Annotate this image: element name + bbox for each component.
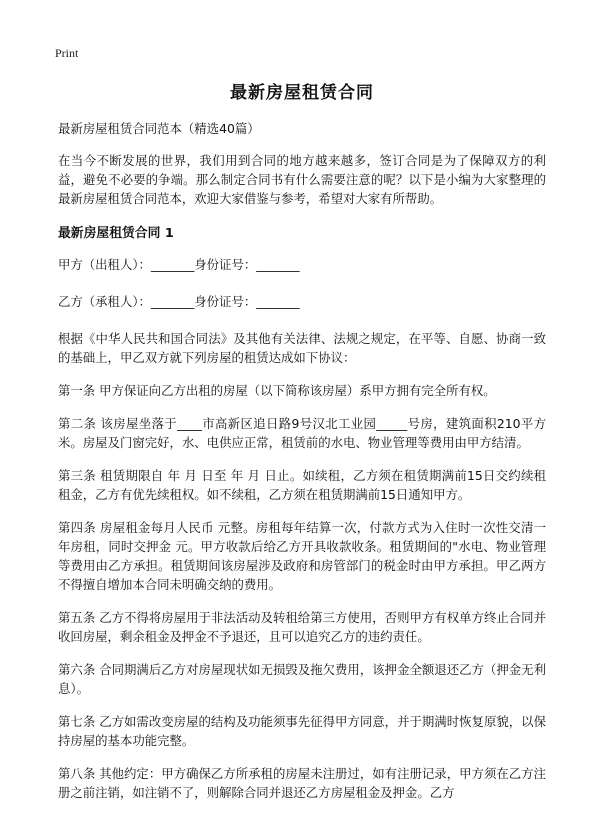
article-1: 第一条 甲方保证向乙方出租的房屋（以下简称该房屋）系甲方拥有完全所有权。 xyxy=(58,383,496,398)
print-link[interactable]: Print xyxy=(55,46,79,60)
party-b-line: 乙方（承租人）：_______身份证号：_______ xyxy=(58,294,300,309)
intro-paragraph: 在当今不断发展的世界，我们用到合同的地方越来越多，签订合同是为了保障双方的利益，避免不必要的争端。那么制定合同书有什么需要注意的呢？以下是小编为大家整理的最新房屋租赁合同范本，欢迎大家借鉴与参考，希望对大家有所帮助。 xyxy=(58,153,546,206)
article-8: 第八条 其他约定：甲方确保乙方所承租的房屋未注册过，如有注册记录，甲方须在乙方注册之前注销，如注销不了，则解除合同并退还乙方房屋租金及押金。乙方 xyxy=(58,766,546,800)
article-4: 第四条 房屋租金每月人民币 元整。房租每年结算一次，付款方式为入住时一次性交清一年房租，同时交押金 元。甲方收款后给乙方开具收款收条。租赁期间的"水电、物业管理等费用由乙方承担。租赁期间该房屋涉及政府和房管部门的税金时由甲方承担。甲乙两方不得擅自增加本合同未明确交纳的费用。 xyxy=(58,520,546,592)
document-subtitle: 最新房屋租赁合同范本（精选40篇） xyxy=(58,121,260,136)
document-body xyxy=(58,78,546,816)
article-2: 第二条 该房屋坐落于____市高新区追日路9号汉北工业园_____号房，建筑面积210平方米。房屋及门窗完好，水、电供应正常，租赁前的水电、物业管理等费用由甲方结清。 xyxy=(58,416,546,450)
party-a-line: 甲方（出租人）：_______身份证号：_______ xyxy=(58,257,300,272)
page-title: 最新房屋租赁合同 xyxy=(230,83,374,103)
article-7: 第七条 乙方如需改变房屋的结构及功能须事先征得甲方同意，并于期满时恢复原貌，以保持房屋的基本功能完整。 xyxy=(58,714,546,748)
preamble-paragraph: 根据《中华人民共和国合同法》及其他有关法律、法规之规定，在平等、自愿、协商一致的基础上，甲乙双方就下列房屋的租赁达成如下协议： xyxy=(58,331,546,365)
article-6: 第六条 合同期满后乙方对房屋现状如无损毁及拖欠费用，该押金全额退还乙方（押金无利息）。 xyxy=(58,662,546,696)
section-heading: 最新房屋租赁合同 1 xyxy=(58,226,174,241)
article-3: 第三条 租赁期限自 年 月 日至 年 月 日止。如续租，乙方须在租赁期满前15日交约续租租金，乙方有优先续租权。如不续租，乙方须在租赁期满前15日通知甲方。 xyxy=(58,468,546,502)
article-5: 第五条 乙方不得将房屋用于非法活动及转租给第三方使用，否则甲方有权单方终止合同并收回房屋，剩余租金及押金不予退还，且可以追究乙方的违约责任。 xyxy=(58,610,546,644)
